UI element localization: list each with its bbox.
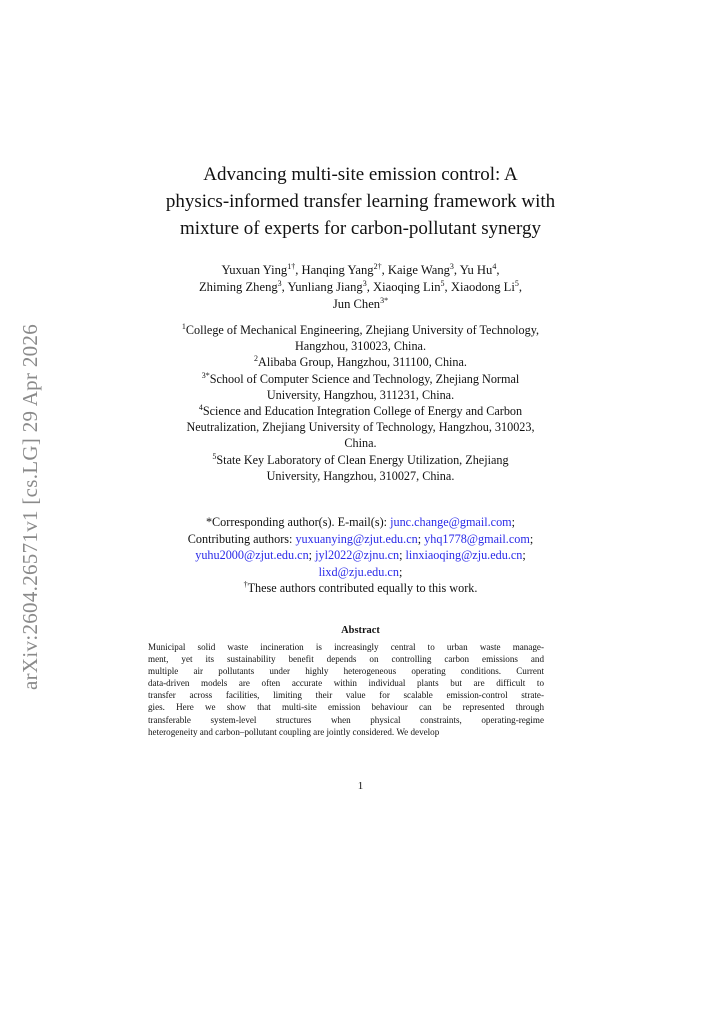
affiliation-line (0, 468, 721, 484)
equal-contribution-text: These authors contributed equally to this work. (247, 581, 478, 596)
email-link[interactable]: junc.change@gmail.com (390, 515, 512, 529)
author-separator: , (518, 280, 523, 294)
title-line: mixture of experts for carbon-pollutant synergy (179, 218, 542, 239)
author-affil-mark: 3 (362, 279, 367, 288)
author-name: Zhiming Zheng (198, 280, 278, 294)
author-line-1 (0, 262, 721, 279)
affil-mark: 3* (201, 370, 210, 380)
contact-block (0, 514, 721, 597)
author-name: Kaige Wang (387, 263, 450, 277)
contributing-label: Contributing authors: (187, 531, 296, 546)
email-link[interactable]: linxiaoqing@zju.edu.cn (405, 548, 523, 563)
abstract-line: transferable system-level structures when physical constraints, operating-regime (148, 714, 544, 725)
author-name: Xiaodong Li (450, 280, 515, 294)
author-separator: , (295, 263, 302, 277)
author-affil-mark: 5 (440, 279, 445, 288)
affiliation-line (0, 322, 721, 338)
author-separator: , (453, 263, 460, 277)
affiliation-line (0, 387, 721, 403)
author-separator: , (444, 280, 451, 294)
title-line: physics-informed transfer learning framework with (165, 191, 556, 212)
affiliation-line (0, 403, 721, 419)
author-separator: , (496, 263, 500, 277)
title-line: Advancing multi-site emission control: A (203, 164, 518, 185)
author-separator: , (381, 263, 388, 277)
email-link[interactable]: jyl2022@zjnu.cn (315, 548, 400, 563)
abstract-line: data-driven models are often accurate within individual plants but are difficult to (148, 678, 544, 689)
author-line-3 (0, 296, 721, 313)
affil-text: Alibaba Group, Hangzhou, 311100, China. (258, 355, 467, 370)
author-name: Xiaoqing Lin (373, 280, 441, 294)
abstract-line: Municipal solid waste incineration is increasingly central to urban waste manage- (148, 642, 544, 652)
corresponding-line (0, 514, 721, 531)
affiliation-line (0, 452, 721, 468)
abstract-line: heterogeneity and carbon–pollutant coupling are jointly considered. We develop (148, 726, 440, 737)
email-link[interactable]: yhq1778@gmail.com (424, 531, 530, 546)
abstract-line: transfer across facilities, limiting their value for scalable emission-control strate- (148, 690, 544, 701)
affil-text: University, Hangzhou, 311231, China. (266, 387, 455, 402)
author-name: Yu Hu (459, 263, 493, 277)
author-name: Yuxuan Ying (221, 263, 288, 277)
arxiv-identifier-stamp: arXiv:2604.26571v1 [cs.LG] 29 Apr 2026 (18, 323, 42, 690)
dagger-mark: † (243, 580, 248, 590)
affil-text: Science and Education Integration College of Energy and Carbon (202, 404, 523, 419)
abstract-line: gies. Here we show that multi-site emission behaviour can be represented through (148, 702, 544, 713)
affiliation-line (0, 419, 721, 435)
contributing-line-2: yuhu2000@zjut.edu.cn; jyl2022@zjnu.cn; linxiaoqing@zju.edu.cn; (195, 548, 526, 563)
affil-text: University, Hangzhou, 310027, China. (266, 468, 455, 483)
abstract-line: multiple air pollutants under highly heterogeneous operating conditions. Current (148, 666, 544, 677)
contributing-line-3: lixd@zju.edu.cn; (318, 564, 403, 579)
punctuation: ; (511, 515, 516, 529)
affil-text: College of Mechanical Engineering, Zhejiang University of Technology, (185, 323, 540, 337)
affiliation-line (0, 435, 721, 451)
author-affil-mark: 2† (373, 262, 382, 271)
author-separator: , (281, 280, 288, 294)
author-list (0, 262, 721, 313)
affiliation-line (0, 371, 721, 387)
affil-text: Hangzhou, 310023, China. (295, 339, 426, 354)
affil-text: China. (344, 436, 377, 451)
affiliations (0, 322, 721, 484)
page-number: 1 (357, 780, 364, 792)
author-separator: , (366, 280, 374, 294)
affil-text: School of Computer Science and Technology, Zhejiang Normal (209, 371, 520, 386)
author-affil-mark: 1† (287, 262, 296, 271)
paper-title (0, 161, 721, 242)
affil-mark: 4 (198, 403, 203, 413)
affil-mark: 2 (254, 354, 259, 364)
affil-text: State Key Laboratory of Clean Energy Utilization, Zhejiang (216, 452, 509, 467)
author-name: Hanqing Yang (301, 263, 374, 277)
affiliation-line (0, 354, 721, 370)
author-name: Yunliang Jiang (287, 280, 363, 294)
abstract-heading: Abstract (341, 625, 380, 636)
author-affil-mark: 3 (449, 262, 454, 271)
author-affil-mark: 4 (492, 262, 497, 271)
corresponding-label: *Corresponding author(s). E-mail(s): (205, 515, 391, 529)
email-link[interactable]: yuxuanying@zjut.edu.cn (295, 531, 418, 546)
equal-contribution-note (0, 580, 721, 597)
affil-mark: 1 (181, 322, 186, 331)
contributing-line-1: Contributing authors: yuxuanying@zjut.edu.cn; yhq1778@gmail.com; (187, 531, 534, 546)
affiliation-line (0, 338, 721, 354)
author-affil-mark: 3* (380, 296, 389, 305)
email-link[interactable]: yuhu2000@zjut.edu.cn (195, 548, 309, 563)
author-line-2 (0, 279, 721, 296)
abstract-body (148, 641, 544, 738)
affil-text: Neutralization, Zhejiang University of Technology, Hangzhou, 310023, (186, 420, 535, 435)
abstract-line: ment, yet its sustainability benefit depends on controlling carbon emissions and (148, 654, 544, 665)
author-affil-mark: 5 (514, 279, 519, 288)
author-affil-mark: 3 (277, 279, 282, 288)
affil-mark: 5 (212, 451, 217, 461)
author-name: Jun Chen (332, 297, 381, 311)
email-link[interactable]: lixd@zju.edu.cn (318, 564, 399, 579)
